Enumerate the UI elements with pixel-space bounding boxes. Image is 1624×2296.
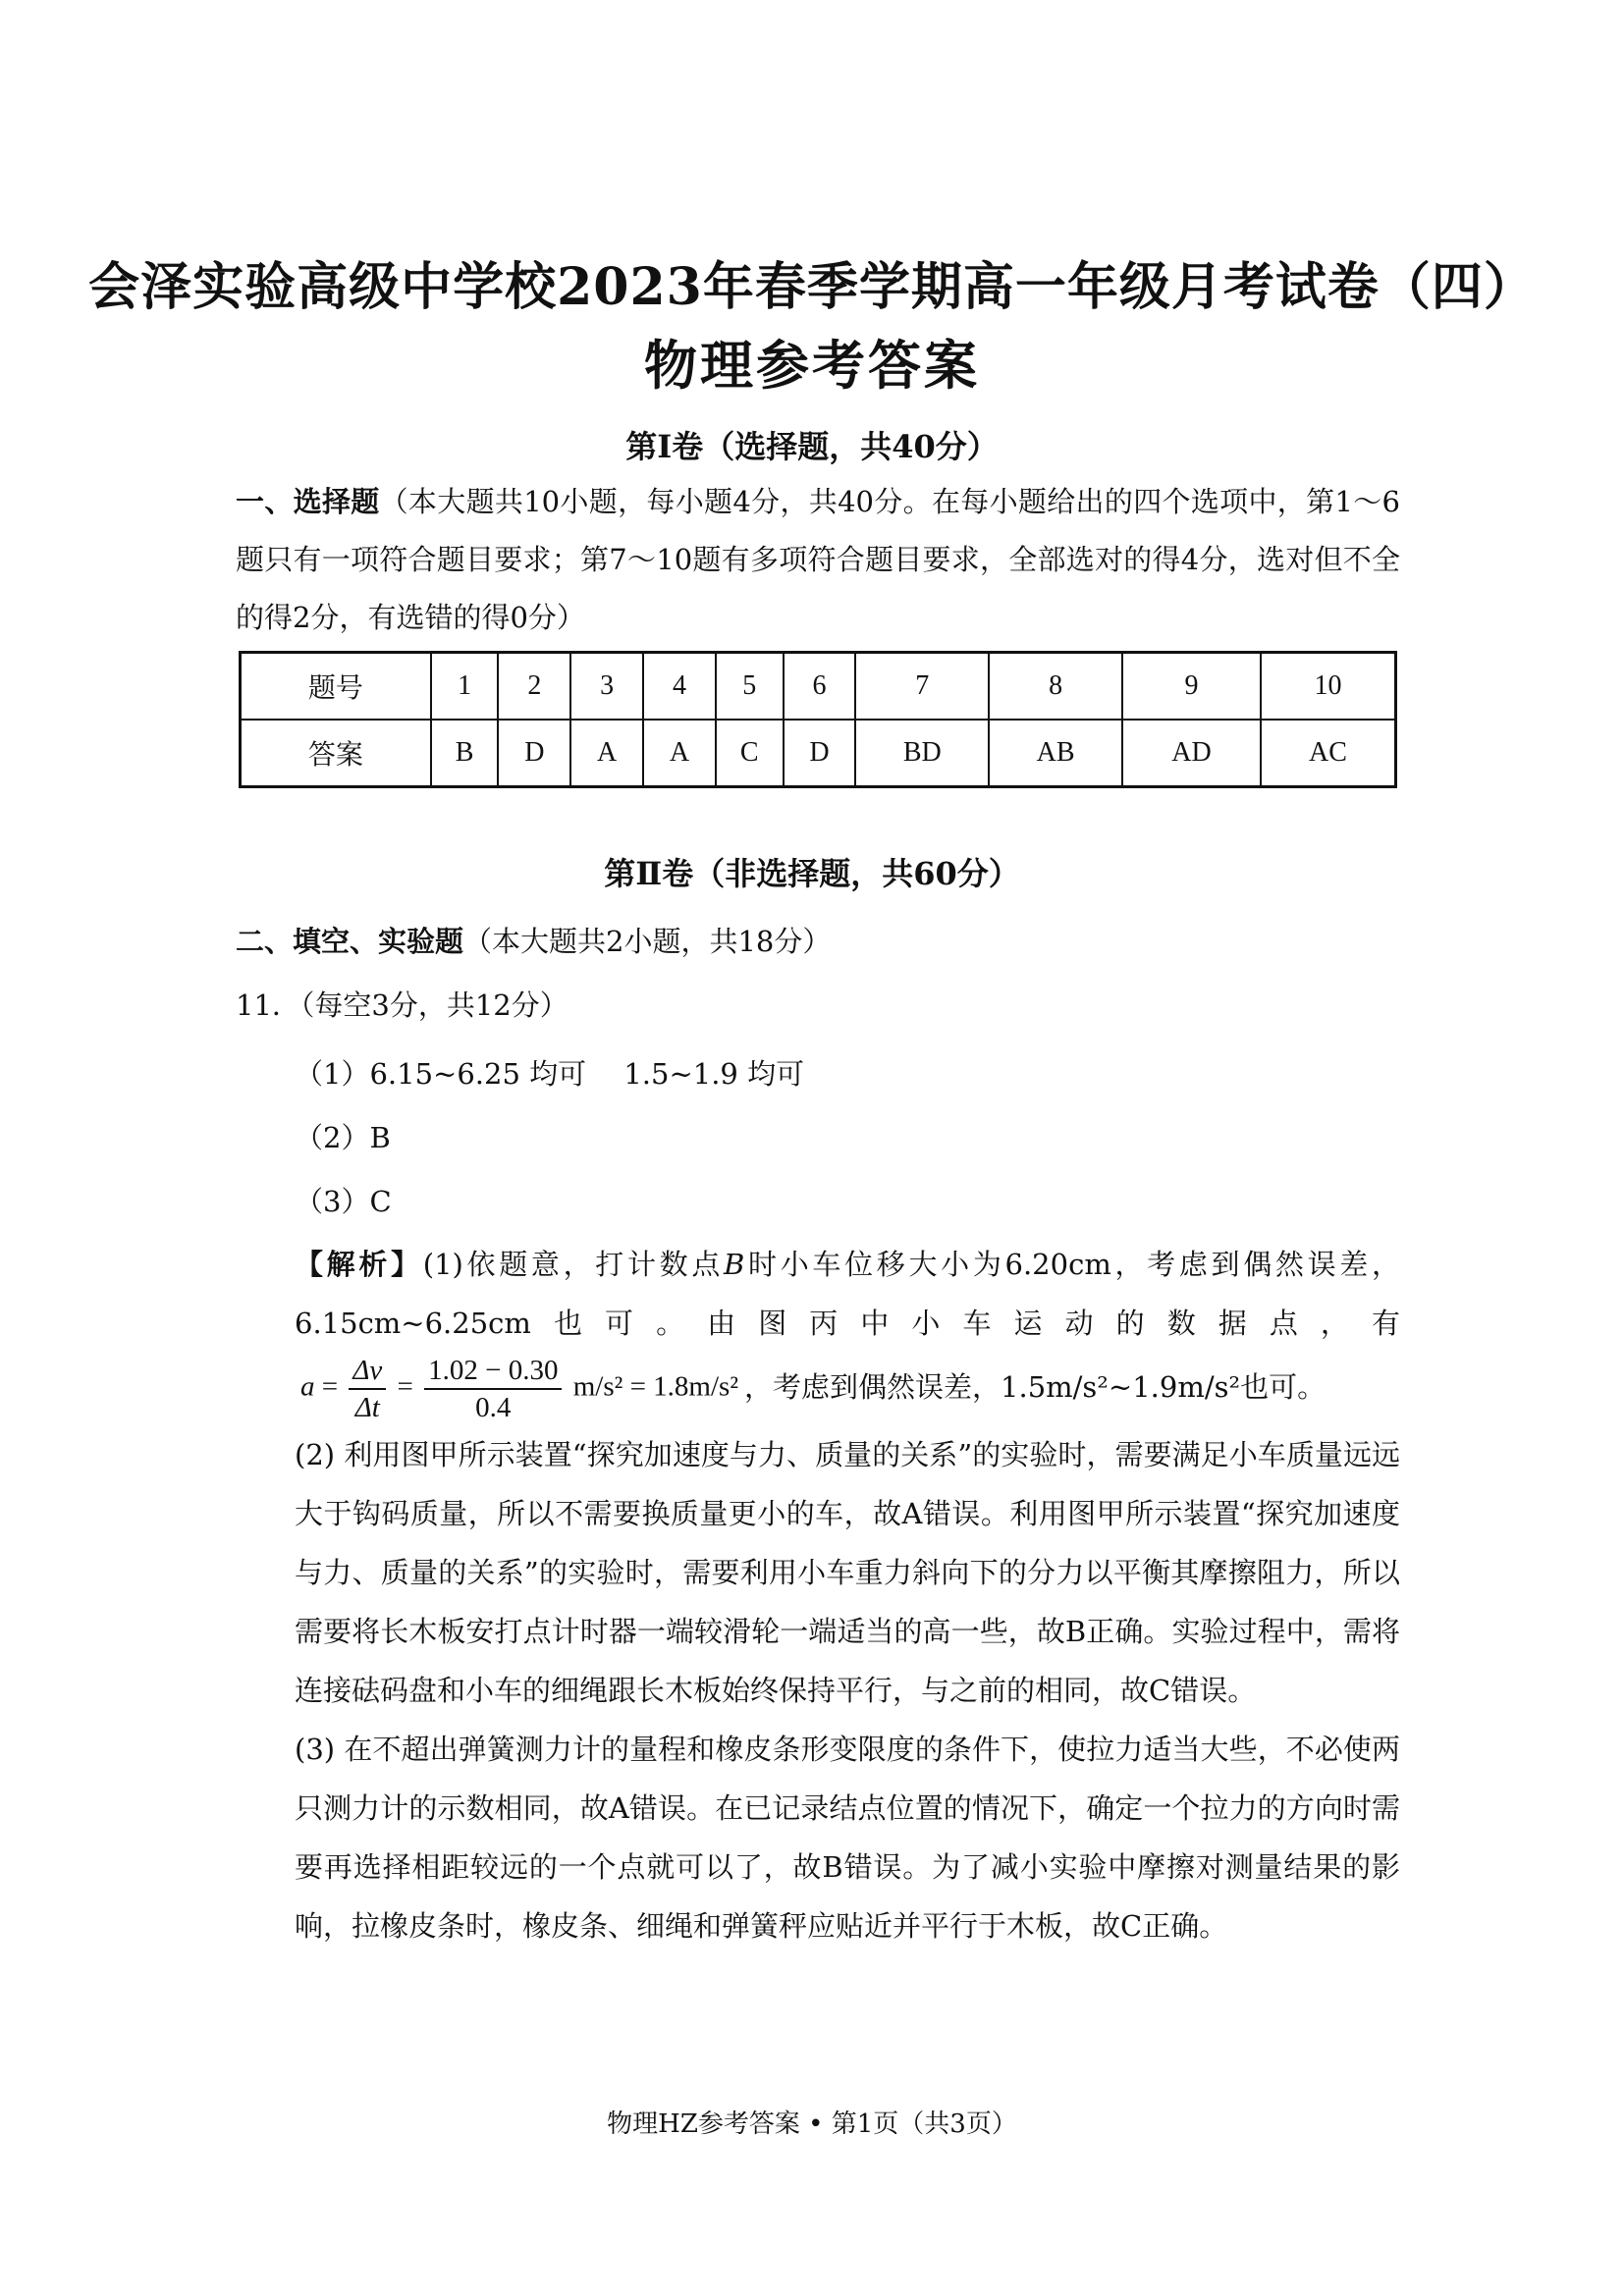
formula-denominator: 0.4	[475, 1392, 512, 1423]
answer-cell: AD	[1122, 720, 1261, 787]
q11-analysis	[295, 1235, 1400, 1955]
analysis-paragraph-2: (2) 利用图甲所示装置“探究加速度与力、质量的关系”的实验时，需要满足小车质量远远大于钩码质量，所以不需要换质量更小的车，故A错误。利用图甲所示装置“探究加速度与力、质量的关系”的实验时，需要利用小车重力斜向下的分力以平衡其摩擦阻力，所以需要将长木板安打点计时器一端较滑轮一端适当的高一些，故B正确。实验过程中，需将连接砝码盘和小车的细绳跟长木板始终保持平行，与之前的相同，故C错误。	[295, 1438, 1400, 1707]
question-number-cell: 1	[431, 653, 499, 721]
table-header-question: 题号	[241, 653, 431, 721]
part1-instructions	[236, 473, 1400, 647]
question-number-cell: 3	[570, 653, 643, 721]
section1-instructions-text: （本大题共10小题，每小题4分，共40分。在每小题给出的四个选项中，第1～6题只有一项符合题目要求；第7～10题有多项符合题目要求，全部选对的得4分，选对但不全的得2分，有选错的得0分）	[236, 485, 1400, 634]
question-number-cell: 5	[716, 653, 784, 721]
q11-answer-2: （2）B	[295, 1121, 391, 1154]
q11-header: 11．（每空3分，共12分）	[236, 988, 568, 1022]
formula-numerator: 1.02 − 0.30	[424, 1353, 562, 1390]
question-number-cell: 9	[1122, 653, 1261, 721]
answer-cell: BD	[855, 720, 989, 787]
formula-a: a	[300, 1370, 315, 1403]
answer-cell: AB	[989, 720, 1122, 787]
formula-dt: Δt	[354, 1392, 380, 1423]
formula-eq1: =	[321, 1370, 339, 1403]
question-number-cell: 4	[643, 653, 716, 721]
acceleration-formula	[300, 1353, 738, 1425]
analysis-point-B: B	[724, 1248, 745, 1281]
formula-unit: m/s² = 1.8m/s²	[572, 1370, 739, 1403]
q11-answer-3: （3）C	[295, 1185, 392, 1218]
analysis-tag: 【解析】	[295, 1248, 423, 1281]
answer-cell: A	[643, 720, 716, 787]
table-header-answer: 答案	[241, 720, 431, 787]
part2-heading-text: 第Ⅱ卷（非选择题，共60分）	[604, 855, 1020, 892]
answer-cell: AC	[1261, 720, 1396, 787]
analysis-paragraph-1	[295, 1235, 1400, 1425]
analysis-p1-b: 时小车位移大小为6.20cm，考虑到偶然误差，6.15cm~6.25cm也可。由图丙中小车运动的数据点，有	[295, 1248, 1400, 1340]
question-number-cell: 6	[784, 653, 856, 721]
section1-label: 一、选择题	[236, 485, 380, 518]
question-number-cell: 2	[498, 653, 570, 721]
q11-answer-1: （1）6.15~6.25 均可 1.5~1.9 均可	[295, 1057, 805, 1091]
answer-cell: C	[716, 720, 784, 787]
question-number-cell: 8	[989, 653, 1122, 721]
exam-subtitle: 物理参考答案	[644, 334, 980, 397]
table-row-answers	[241, 720, 1396, 787]
section2-note: （本大题共2小题，共18分）	[463, 925, 832, 958]
answer-cell: B	[431, 720, 499, 787]
part1-heading-text: 第Ⅰ卷（选择题，共40分）	[625, 428, 999, 465]
answer-cell: D	[498, 720, 570, 787]
section2-header	[236, 913, 1400, 971]
answer-cell: D	[784, 720, 856, 787]
analysis-p1-c: ，考虑到偶然误差，1.5m/s²~1.9m/s²也可。	[744, 1370, 1326, 1404]
question-number-cell: 10	[1261, 653, 1396, 721]
formula-eq2: =	[397, 1370, 413, 1403]
section2-label: 二、填空、实验题	[236, 925, 464, 958]
analysis-paragraph-3: (3) 在不超出弹簧测力计的量程和橡皮条形变限度的条件下，使拉力适当大些，不必使两只测力计的示数相同，故A错误。在已记录结点位置的情况下，确定一个拉力的方向时需要再选择相距较远的一个点就可以了，故B错误。为了减小实验中摩擦对测量结果的影响，拉橡皮条时，橡皮条、细绳和弹簧秤应贴近并平行于木板，故C正确。	[295, 1733, 1400, 1943]
formula-dv: Δv	[349, 1353, 386, 1390]
answer-cell: A	[570, 720, 643, 787]
question-number-cell: 7	[855, 653, 989, 721]
exam-title: 会泽实验高级中学校2023年春季学期高一年级月考试卷（四）	[88, 257, 1536, 317]
part2-heading	[0, 849, 1624, 894]
fraction-dv-dt	[349, 1353, 386, 1425]
page-footer: 物理HZ参考答案 • 第1页（共3页）	[607, 2109, 1017, 2139]
table-row-numbers	[241, 653, 1396, 721]
fraction-values	[424, 1353, 562, 1425]
analysis-p1-a: (1)依题意，打计数点	[422, 1248, 725, 1281]
part1-heading	[0, 422, 1624, 467]
answer-key-table	[239, 651, 1397, 788]
